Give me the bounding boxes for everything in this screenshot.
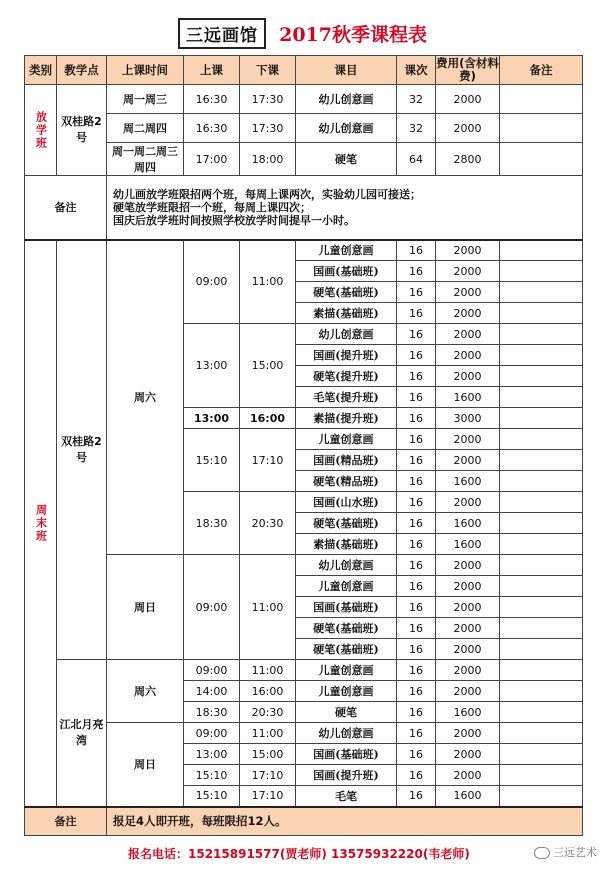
header-row <box>25 56 583 85</box>
remark-cell <box>500 744 583 765</box>
course-cell: 硬笔(基础班) <box>296 639 397 660</box>
fee-cell: 2000 <box>436 429 500 450</box>
column-header: 课目 <box>296 56 397 85</box>
day-sunday: 周日 <box>107 723 184 807</box>
course-cell: 硬笔(基础班) <box>296 513 397 534</box>
sessions-cell: 16 <box>397 639 436 660</box>
day-saturday: 周六 <box>107 660 184 723</box>
remark-cell <box>500 143 583 176</box>
remark-cell <box>500 450 583 471</box>
start-time: 13:00 <box>184 408 240 429</box>
end-time: 11:00 <box>240 723 296 744</box>
studio-logo: 三远画馆 <box>178 18 266 49</box>
fee-cell: 2000 <box>436 261 500 282</box>
sessions-cell: 16 <box>397 492 436 513</box>
table-row <box>25 723 583 744</box>
remark-cell <box>500 408 583 429</box>
course-cell: 国画(提升班) <box>296 765 397 786</box>
sessions-cell: 16 <box>397 765 436 786</box>
fee-cell: 2000 <box>436 618 500 639</box>
location-cell: 双桂路2号 <box>57 240 107 660</box>
fee-cell: 2000 <box>436 450 500 471</box>
sessions-cell: 32 <box>397 114 436 143</box>
wechat-icon <box>534 847 550 859</box>
fee-cell: 2000 <box>436 639 500 660</box>
course-cell: 毛笔(提升班) <box>296 387 397 408</box>
course-cell: 素描(基础班) <box>296 303 397 324</box>
remark-cell <box>500 366 583 387</box>
fee-cell: 2000 <box>436 366 500 387</box>
sessions-cell: 16 <box>397 597 436 618</box>
course-cell: 国画(提升班) <box>296 345 397 366</box>
course-cell: 幼儿创意画 <box>296 555 397 576</box>
start-time: 09:00 <box>184 660 240 681</box>
fee-cell: 2800 <box>436 143 500 176</box>
sessions-cell: 16 <box>397 681 436 702</box>
note-line: 幼儿画放学班限招两个班，每周上课两次，实验幼儿园可接送； <box>113 187 421 201</box>
end-time: 18:00 <box>240 143 296 176</box>
footer-note-label: 备注 <box>25 807 107 836</box>
remark-cell <box>500 681 583 702</box>
course-cell: 儿童创意画 <box>296 660 397 681</box>
contact-phones: 报名电话：15215891577(贾老师) 13575932220(韦老师) <box>128 847 470 861</box>
start-time: 16:30 <box>184 114 240 143</box>
sessions-cell: 16 <box>397 387 436 408</box>
column-header: 教学点 <box>57 56 107 85</box>
days-cell: 周一周三 <box>107 85 184 114</box>
watermark-text: 三远艺术 <box>553 846 597 859</box>
start-time: 18:30 <box>184 492 240 555</box>
fee-cell: 2000 <box>436 744 500 765</box>
table-row <box>25 143 583 176</box>
remark-cell <box>500 303 583 324</box>
remark-cell <box>500 240 583 261</box>
sessions-cell: 16 <box>397 261 436 282</box>
course-cell: 硬笔(精品班) <box>296 471 397 492</box>
sessions-cell: 16 <box>397 450 436 471</box>
remark-cell <box>500 429 583 450</box>
fee-cell: 2000 <box>436 660 500 681</box>
sessions-cell: 16 <box>397 282 436 303</box>
fee-cell: 1600 <box>436 513 500 534</box>
fee-cell: 1600 <box>436 387 500 408</box>
fee-cell: 2000 <box>436 324 500 345</box>
note-line: 国庆后放学班时间按照学校放学时间提早一小时。 <box>113 213 355 227</box>
course-cell: 毛笔 <box>296 786 397 807</box>
end-time: 15:00 <box>240 324 296 408</box>
remark-cell <box>500 471 583 492</box>
sessions-cell: 16 <box>397 660 436 681</box>
end-time: 17:30 <box>240 85 296 114</box>
course-cell: 国画(基础班) <box>296 597 397 618</box>
sessions-cell: 16 <box>397 408 436 429</box>
table-row <box>25 660 583 681</box>
course-cell: 硬笔 <box>296 143 397 176</box>
sessions-cell: 16 <box>397 786 436 807</box>
fee-cell: 2000 <box>436 555 500 576</box>
end-time: 15:00 <box>240 744 296 765</box>
remark-cell <box>500 261 583 282</box>
start-time: 16:30 <box>184 85 240 114</box>
end-time: 20:30 <box>240 492 296 555</box>
end-time: 16:00 <box>240 408 296 429</box>
course-cell: 硬笔(基础班) <box>296 282 397 303</box>
fee-cell: 2000 <box>436 345 500 366</box>
fee-cell: 1600 <box>436 786 500 807</box>
note-line: 硬笔放学班限招一个班，每周上课四次； <box>113 200 311 214</box>
fee-cell: 2000 <box>436 576 500 597</box>
course-cell: 幼儿创意画 <box>296 324 397 345</box>
remark-cell <box>500 576 583 597</box>
end-time: 17:30 <box>240 114 296 143</box>
end-time: 11:00 <box>240 240 296 324</box>
schedule-table <box>24 55 583 836</box>
sessions-cell: 32 <box>397 85 436 114</box>
table-row <box>25 114 583 143</box>
remark-cell <box>500 492 583 513</box>
watermark <box>534 844 597 860</box>
table-row <box>25 555 583 576</box>
note-label: 备注 <box>25 176 107 240</box>
start-time: 18:30 <box>184 702 240 723</box>
category-weekend: 周末班 <box>25 240 57 807</box>
end-time: 17:10 <box>240 429 296 492</box>
course-cell: 国画(山水班) <box>296 492 397 513</box>
sessions-cell: 16 <box>397 723 436 744</box>
fee-cell: 1600 <box>436 534 500 555</box>
start-time: 13:00 <box>184 744 240 765</box>
course-cell: 素描(基础班) <box>296 534 397 555</box>
fee-cell: 2000 <box>436 681 500 702</box>
day-sunday: 周日 <box>107 555 184 660</box>
start-time: 09:00 <box>184 240 240 324</box>
sessions-cell: 16 <box>397 366 436 387</box>
remark-cell <box>500 513 583 534</box>
start-time: 17:00 <box>184 143 240 176</box>
remark-cell <box>500 324 583 345</box>
page-header <box>0 18 605 52</box>
start-time: 15:10 <box>184 765 240 786</box>
note-row <box>25 176 583 240</box>
sessions-cell: 16 <box>397 702 436 723</box>
course-cell: 硬笔(基础班) <box>296 618 397 639</box>
remark-cell <box>500 765 583 786</box>
column-header: 上课时间 <box>107 56 184 85</box>
fee-cell: 2000 <box>436 597 500 618</box>
remark-cell <box>500 786 583 807</box>
course-cell: 素描(提升班) <box>296 408 397 429</box>
remark-cell <box>500 597 583 618</box>
course-cell: 幼儿创意画 <box>296 114 397 143</box>
remark-cell <box>500 282 583 303</box>
course-cell: 儿童创意画 <box>296 681 397 702</box>
fee-cell: 3000 <box>436 408 500 429</box>
end-time: 17:10 <box>240 786 296 807</box>
remark-cell <box>500 660 583 681</box>
course-cell: 幼儿创意画 <box>296 723 397 744</box>
sessions-cell: 16 <box>397 471 436 492</box>
note-text <box>107 176 583 240</box>
end-time: 17:10 <box>240 765 296 786</box>
fee-cell: 2000 <box>436 240 500 261</box>
remark-cell <box>500 345 583 366</box>
start-time: 13:00 <box>184 324 240 408</box>
course-cell: 硬笔 <box>296 702 397 723</box>
start-time: 15:10 <box>184 786 240 807</box>
course-cell: 国画(基础班) <box>296 261 397 282</box>
sessions-cell: 64 <box>397 143 436 176</box>
sessions-cell: 16 <box>397 744 436 765</box>
column-header: 类别 <box>25 56 57 85</box>
course-cell: 幼儿创意画 <box>296 85 397 114</box>
remark-cell <box>500 618 583 639</box>
location-cell: 江北月亮湾 <box>57 660 107 807</box>
category-afterschool: 放学班 <box>25 85 57 176</box>
column-header: 课次 <box>397 56 436 85</box>
course-cell: 儿童创意画 <box>296 240 397 261</box>
sessions-cell: 16 <box>397 618 436 639</box>
end-time: 20:30 <box>240 702 296 723</box>
table-row <box>25 240 583 261</box>
course-cell: 儿童创意画 <box>296 429 397 450</box>
fee-cell: 2000 <box>436 723 500 744</box>
start-time: 09:00 <box>184 723 240 744</box>
end-time: 11:00 <box>240 660 296 681</box>
sessions-cell: 16 <box>397 240 436 261</box>
footer-note-text: 报足4人即开班，每班限招12人。 <box>107 807 583 836</box>
fee-cell: 2000 <box>436 765 500 786</box>
sessions-cell: 16 <box>397 513 436 534</box>
course-cell: 儿童创意画 <box>296 576 397 597</box>
column-header: 下课 <box>240 56 296 85</box>
sessions-cell: 16 <box>397 576 436 597</box>
day-saturday: 周六 <box>107 240 184 555</box>
course-cell: 硬笔(提升班) <box>296 366 397 387</box>
course-cell: 国画(精品班) <box>296 450 397 471</box>
sessions-cell: 16 <box>397 429 436 450</box>
page-title: 2017秋季课程表 <box>279 24 427 46</box>
days-cell: 周二周四 <box>107 114 184 143</box>
fee-cell: 2000 <box>436 282 500 303</box>
end-time: 16:00 <box>240 681 296 702</box>
start-time: 09:00 <box>184 555 240 660</box>
fee-cell: 2000 <box>436 303 500 324</box>
fee-cell: 1600 <box>436 702 500 723</box>
fee-cell: 2000 <box>436 492 500 513</box>
remark-cell <box>500 114 583 143</box>
remark-cell <box>500 387 583 408</box>
column-header: 备注 <box>500 56 583 85</box>
start-time: 15:10 <box>184 429 240 492</box>
remark-cell <box>500 85 583 114</box>
sessions-cell: 16 <box>397 555 436 576</box>
location-cell: 双桂路2号 <box>57 85 107 176</box>
sessions-cell: 16 <box>397 534 436 555</box>
start-time: 14:00 <box>184 681 240 702</box>
remark-cell <box>500 555 583 576</box>
remark-cell <box>500 534 583 555</box>
remark-cell <box>500 723 583 744</box>
fee-cell: 2000 <box>436 85 500 114</box>
fee-cell: 1600 <box>436 471 500 492</box>
fee-cell: 2000 <box>436 114 500 143</box>
sessions-cell: 16 <box>397 345 436 366</box>
end-time: 11:00 <box>240 555 296 660</box>
remark-cell <box>500 702 583 723</box>
course-cell: 国画(基础班) <box>296 744 397 765</box>
days-cell: 周一周二周三周四 <box>107 143 184 176</box>
column-header: 费用(含材料费) <box>436 56 499 83</box>
remark-cell <box>500 639 583 660</box>
sessions-cell: 16 <box>397 303 436 324</box>
table-row <box>25 85 583 114</box>
sessions-cell: 16 <box>397 324 436 345</box>
column-header: 上课 <box>184 56 240 85</box>
footer-note-row <box>25 807 583 836</box>
